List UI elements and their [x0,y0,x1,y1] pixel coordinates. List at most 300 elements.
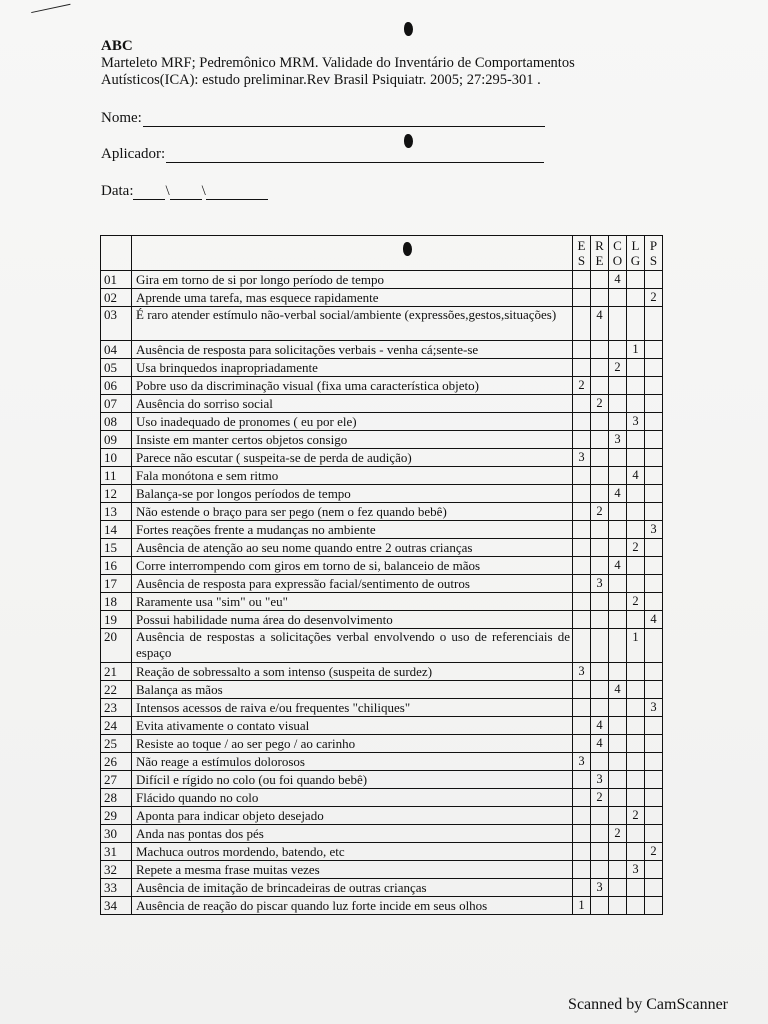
score-cell-empty[interactable] [591,897,609,915]
score-cell-empty[interactable] [645,807,663,825]
score-cell-empty[interactable] [627,503,645,521]
table-row [101,377,663,395]
score-cell-empty[interactable] [573,575,591,593]
score-cell-empty[interactable] [609,593,627,611]
row-number: 23 [101,699,132,717]
score-cell-empty[interactable] [573,431,591,449]
score-cell-empty[interactable] [627,575,645,593]
score-cell-empty[interactable] [609,807,627,825]
score-cell-filled[interactable]: 3 [627,861,645,879]
score-cell-empty[interactable] [645,897,663,915]
row-description: Difícil e rígido no colo (ou foi quando bebê) [132,771,573,789]
score-cell-empty[interactable] [609,539,627,557]
score-cell-empty[interactable] [627,879,645,897]
score-cell-empty[interactable] [591,681,609,699]
score-cell-filled[interactable]: 2 [591,395,609,413]
score-cell-empty[interactable] [645,879,663,897]
score-cell-empty[interactable] [645,431,663,449]
row-number: 12 [101,485,132,503]
row-number: 14 [101,521,132,539]
row-description: Não reage a estímulos dolorosos [132,753,573,771]
score-cell-filled[interactable]: 3 [627,413,645,431]
score-cell-empty[interactable] [573,879,591,897]
score-cell-empty[interactable] [573,771,591,789]
score-cell-empty[interactable] [591,413,609,431]
table-row [101,467,663,485]
score-cell-empty[interactable] [627,663,645,681]
score-cell-empty[interactable] [645,575,663,593]
row-description: Aponta para indicar objeto desejado [132,807,573,825]
score-cell-empty[interactable] [573,485,591,503]
document-header [101,38,661,89]
score-cell-empty[interactable] [645,467,663,485]
score-cell-filled[interactable]: 2 [573,377,591,395]
score-cell-empty[interactable] [609,879,627,897]
score-cell-empty[interactable] [573,789,591,807]
score-cell-filled[interactable]: 2 [591,789,609,807]
score-cell-empty[interactable] [609,341,627,359]
row-number: 04 [101,341,132,359]
score-cell-empty[interactable] [627,843,645,861]
score-cell-empty[interactable] [609,789,627,807]
score-cell-empty[interactable] [591,467,609,485]
score-cell-empty[interactable] [591,593,609,611]
row-description: Flácido quando no colo [132,789,573,807]
score-cell-empty[interactable] [627,557,645,575]
table-row [101,717,663,735]
score-cell-empty[interactable] [609,289,627,307]
row-description: Balança as mãos [132,681,573,699]
score-cell-empty[interactable] [591,663,609,681]
table-row [101,271,663,289]
row-number: 19 [101,611,132,629]
table-row [101,289,663,307]
score-cell-filled[interactable]: 2 [627,593,645,611]
score-cell-empty[interactable] [609,861,627,879]
row-description: Aprende uma tarefa, mas esquece rapidamente [132,289,573,307]
score-cell-filled[interactable]: 4 [645,611,663,629]
aplicador-field [101,146,544,163]
score-cell-filled[interactable]: 3 [591,879,609,897]
header-col-es: E S [573,236,591,271]
table-row [101,861,663,879]
row-number: 32 [101,861,132,879]
score-cell-empty[interactable] [627,681,645,699]
corner-pen-mark [30,0,71,13]
score-cell-filled[interactable]: 3 [645,521,663,539]
score-cell-filled[interactable]: 3 [609,431,627,449]
score-cell-filled[interactable]: 1 [627,341,645,359]
score-cell-filled[interactable]: 2 [627,807,645,825]
score-cell-empty[interactable] [627,485,645,503]
score-cell-empty[interactable] [591,521,609,539]
score-cell-filled[interactable]: 2 [645,843,663,861]
score-cell-filled[interactable]: 4 [609,485,627,503]
score-cell-filled[interactable]: 2 [645,289,663,307]
score-cell-empty[interactable] [609,735,627,753]
row-description: Uso inadequado de pronomes ( eu por ele) [132,413,573,431]
date-month-line[interactable] [170,185,202,200]
score-cell-empty[interactable] [591,431,609,449]
score-cell-empty[interactable] [609,663,627,681]
row-description: Raramente usa "sim" ou "eu" [132,593,573,611]
table-row [101,521,663,539]
score-cell-filled[interactable]: 1 [627,629,645,663]
score-cell-empty[interactable] [573,359,591,377]
row-number: 02 [101,289,132,307]
table-row [101,699,663,717]
score-cell-empty[interactable] [573,629,591,663]
score-cell-empty[interactable] [645,663,663,681]
row-number: 26 [101,753,132,771]
row-description: Corre interrompendo com giros em torno de si, balanceio de mãos [132,557,573,575]
score-cell-empty[interactable] [573,557,591,575]
score-cell-empty[interactable] [573,467,591,485]
table-row [101,539,663,557]
score-cell-filled[interactable]: 4 [609,681,627,699]
row-number: 18 [101,593,132,611]
score-cell-filled[interactable]: 3 [591,771,609,789]
table-row [101,359,663,377]
score-cell-empty[interactable] [573,717,591,735]
table-body [101,236,663,915]
table-row [101,897,663,915]
table-row [101,663,663,681]
row-description: Pobre uso da discriminação visual (fixa uma característica objeto) [132,377,573,395]
score-cell-empty[interactable] [573,807,591,825]
row-number: 28 [101,789,132,807]
score-cell-empty[interactable] [591,539,609,557]
score-cell-empty[interactable] [573,825,591,843]
score-cell-empty[interactable] [627,395,645,413]
table-row [101,879,663,897]
score-cell-empty[interactable] [645,861,663,879]
score-cell-empty[interactable] [645,557,663,575]
score-cell-empty[interactable] [573,289,591,307]
table-row [101,735,663,753]
score-cell-empty[interactable] [609,771,627,789]
data-field [101,183,268,200]
row-number: 22 [101,681,132,699]
table-row [101,681,663,699]
table-row [101,557,663,575]
score-cell-empty[interactable] [573,861,591,879]
score-cell-empty[interactable] [627,735,645,753]
score-cell-empty[interactable] [573,735,591,753]
score-cell-empty[interactable] [573,521,591,539]
score-cell-empty[interactable] [573,843,591,861]
nome-label: Nome: [101,110,142,126]
row-description: É raro atender estímulo não-verbal social/ambiente (expressões,gestos,situações) [132,307,573,341]
score-cell-empty[interactable] [573,395,591,413]
score-cell-empty[interactable] [645,717,663,735]
row-number: 05 [101,359,132,377]
row-description: Parece não escutar ( suspeita-se de perda de audição) [132,449,573,467]
nome-input-line[interactable] [143,112,545,127]
score-cell-empty[interactable] [645,271,663,289]
score-cell-filled[interactable]: 4 [609,557,627,575]
score-cell-empty[interactable] [609,395,627,413]
score-cell-empty[interactable] [645,413,663,431]
score-cell-empty[interactable] [591,699,609,717]
header-col-ps: P S [645,236,663,271]
table-row [101,431,663,449]
score-cell-empty[interactable] [573,593,591,611]
score-cell-empty[interactable] [645,539,663,557]
score-cell-empty[interactable] [591,341,609,359]
row-number: 06 [101,377,132,395]
score-cell-empty[interactable] [591,485,609,503]
score-cell-empty[interactable] [645,359,663,377]
score-cell-empty[interactable] [609,843,627,861]
table-row [101,825,663,843]
reference-citation: Marteleto MRF; Pedremônico MRM. Validade do Inventário de Comportamentos Autísticos(ICA): estudo preliminar.Rev Brasil Psiquiatr. 2005; 27:295-301 . [101,55,575,88]
score-cell-filled[interactable]: 2 [591,503,609,521]
table-header-row [101,236,663,271]
score-cell-filled[interactable]: 4 [591,717,609,735]
score-cell-empty[interactable] [591,271,609,289]
score-cell-empty[interactable] [591,629,609,663]
row-description: Resiste ao toque / ao ser pego / ao carinho [132,735,573,753]
score-cell-empty[interactable] [609,717,627,735]
score-cell-empty[interactable] [627,611,645,629]
binder-hole-mark [404,22,413,36]
score-cell-empty[interactable] [573,341,591,359]
score-cell-empty[interactable] [627,449,645,467]
score-cell-empty[interactable] [645,377,663,395]
binder-hole-mark [403,242,412,256]
date-day-line[interactable] [133,185,165,200]
score-cell-empty[interactable] [645,789,663,807]
row-number: 21 [101,663,132,681]
score-cell-empty[interactable] [645,771,663,789]
row-number: 24 [101,717,132,735]
row-number: 13 [101,503,132,521]
score-cell-empty[interactable] [627,717,645,735]
row-description: Não estende o braço para ser pego (nem o fez quando bebê) [132,503,573,521]
score-cell-empty[interactable] [591,377,609,395]
score-cell-empty[interactable] [627,521,645,539]
row-description: Ausência de imitação de brincadeiras de outras crianças [132,879,573,897]
row-number: 11 [101,467,132,485]
row-number: 10 [101,449,132,467]
score-cell-filled[interactable]: 3 [591,575,609,593]
score-cell-empty[interactable] [627,771,645,789]
row-number: 17 [101,575,132,593]
score-cell-empty[interactable] [645,753,663,771]
row-number: 03 [101,307,132,341]
score-cell-empty[interactable] [591,611,609,629]
score-cell-empty[interactable] [591,843,609,861]
score-cell-filled[interactable]: 3 [573,449,591,467]
row-description: Ausência de reação do piscar quando luz forte incide em seus olhos [132,897,573,915]
row-description: Ausência do sorriso social [132,395,573,413]
nome-field [101,110,545,127]
row-description: Evita ativamente o contato visual [132,717,573,735]
score-cell-empty[interactable] [573,539,591,557]
score-cell-empty[interactable] [609,449,627,467]
header-col-lg: L G [627,236,645,271]
score-cell-empty[interactable] [609,307,627,341]
score-cell-empty[interactable] [591,861,609,879]
row-description: Ausência de atenção ao seu nome quando entre 2 outras crianças [132,539,573,557]
score-cell-filled[interactable]: 4 [591,307,609,341]
score-cell-empty[interactable] [609,467,627,485]
aplicador-input-line[interactable] [166,148,544,163]
score-cell-empty[interactable] [627,289,645,307]
header-col-re: R E [591,236,609,271]
score-cell-empty[interactable] [609,575,627,593]
row-number: 27 [101,771,132,789]
score-cell-filled[interactable]: 2 [609,359,627,377]
score-cell-filled[interactable]: 3 [573,753,591,771]
score-cell-empty[interactable] [609,377,627,395]
row-description: Possui habilidade numa área do desenvolvimento [132,611,573,629]
table-row [101,575,663,593]
abc-checklist-table [100,235,663,915]
score-cell-empty[interactable] [573,307,591,341]
table-row [101,807,663,825]
score-cell-empty[interactable] [609,611,627,629]
score-cell-empty[interactable] [573,413,591,431]
score-cell-filled[interactable]: 1 [573,897,591,915]
score-cell-empty[interactable] [609,503,627,521]
score-cell-empty[interactable] [573,271,591,289]
score-cell-empty[interactable] [591,753,609,771]
score-cell-filled[interactable]: 2 [609,825,627,843]
table-row [101,503,663,521]
score-cell-empty[interactable] [645,341,663,359]
score-cell-empty[interactable] [645,593,663,611]
header-num-cell [101,236,132,271]
table-row [101,593,663,611]
row-description: Ausência de resposta para solicitações verbais - venha cá;sente-se [132,341,573,359]
row-number: 15 [101,539,132,557]
table-row [101,843,663,861]
score-cell-empty[interactable] [591,825,609,843]
score-cell-empty[interactable] [627,789,645,807]
score-cell-empty[interactable] [627,377,645,395]
table-row [101,771,663,789]
row-number: 33 [101,879,132,897]
score-cell-empty[interactable] [645,395,663,413]
table-row [101,789,663,807]
table-row [101,485,663,503]
score-cell-empty[interactable] [627,753,645,771]
score-cell-empty[interactable] [627,307,645,341]
row-description: Fala monótona e sem ritmo [132,467,573,485]
score-cell-filled[interactable]: 4 [591,735,609,753]
row-description: Machuca outros mordendo, batendo, etc [132,843,573,861]
data-label: Data: [101,183,134,199]
row-description: Balança-se por longos períodos de tempo [132,485,573,503]
row-description: Intensos acessos de raiva e/ou frequentes "chiliques" [132,699,573,717]
row-description: Usa brinquedos inapropriadamente [132,359,573,377]
score-cell-empty[interactable] [627,897,645,915]
row-number: 29 [101,807,132,825]
header-col-co: C O [609,236,627,271]
score-cell-empty[interactable] [627,825,645,843]
table-row [101,449,663,467]
score-cell-filled[interactable]: 4 [627,467,645,485]
row-description: Gira em torno de si por longo período de tempo [132,271,573,289]
score-cell-empty[interactable] [645,629,663,663]
score-cell-empty[interactable] [627,699,645,717]
row-number: 07 [101,395,132,413]
score-cell-empty[interactable] [609,521,627,539]
document-title: ABC [101,38,133,54]
table-row [101,395,663,413]
date-separator: \ [165,183,170,199]
row-number: 20 [101,629,132,663]
row-number: 01 [101,271,132,289]
score-cell-empty[interactable] [609,699,627,717]
row-description: Reação de sobressalto a som intenso (suspeita de surdez) [132,663,573,681]
score-cell-empty[interactable] [609,413,627,431]
score-cell-empty[interactable] [609,629,627,663]
score-cell-empty[interactable] [645,735,663,753]
score-cell-empty[interactable] [645,503,663,521]
score-cell-empty[interactable] [573,503,591,521]
score-cell-empty[interactable] [591,289,609,307]
score-cell-empty[interactable] [573,699,591,717]
score-cell-empty[interactable] [645,825,663,843]
row-number: 30 [101,825,132,843]
table-row [101,307,663,341]
row-description: Insiste em manter certos objetos consigo [132,431,573,449]
row-description: Anda nas pontas dos pés [132,825,573,843]
score-cell-empty[interactable] [627,271,645,289]
table-row [101,341,663,359]
score-cell-empty[interactable] [645,485,663,503]
scanner-watermark: Scanned by CamScanner [568,996,728,1013]
aplicador-label: Aplicador: [101,146,166,162]
score-cell-filled[interactable]: 2 [627,539,645,557]
score-cell-empty[interactable] [609,897,627,915]
score-cell-filled[interactable]: 3 [645,699,663,717]
score-cell-filled[interactable]: 4 [609,271,627,289]
row-number: 09 [101,431,132,449]
score-cell-empty[interactable] [591,359,609,377]
row-number: 16 [101,557,132,575]
row-number: 25 [101,735,132,753]
date-separator: \ [201,183,206,199]
score-cell-empty[interactable] [627,359,645,377]
row-number: 08 [101,413,132,431]
score-cell-empty[interactable] [645,449,663,467]
table-row [101,753,663,771]
score-cell-empty[interactable] [591,449,609,467]
table-row [101,611,663,629]
score-cell-empty[interactable] [645,681,663,699]
row-description: Ausência de resposta para expressão facial/sentimento de outros [132,575,573,593]
score-cell-empty[interactable] [609,753,627,771]
row-number: 31 [101,843,132,861]
row-description: Ausência de respostas a solicitações verbal envolvendo o uso de referenciais de espaço [132,629,573,663]
score-cell-empty[interactable] [627,431,645,449]
score-cell-empty[interactable] [573,681,591,699]
score-cell-empty[interactable] [591,807,609,825]
date-year-line[interactable] [206,185,268,200]
row-description: Fortes reações frente a mudanças no ambiente [132,521,573,539]
table-row [101,629,663,663]
table-row [101,413,663,431]
score-cell-empty[interactable] [645,307,663,341]
score-cell-empty[interactable] [591,557,609,575]
row-number: 34 [101,897,132,915]
score-cell-empty[interactable] [573,611,591,629]
score-cell-filled[interactable]: 3 [573,663,591,681]
